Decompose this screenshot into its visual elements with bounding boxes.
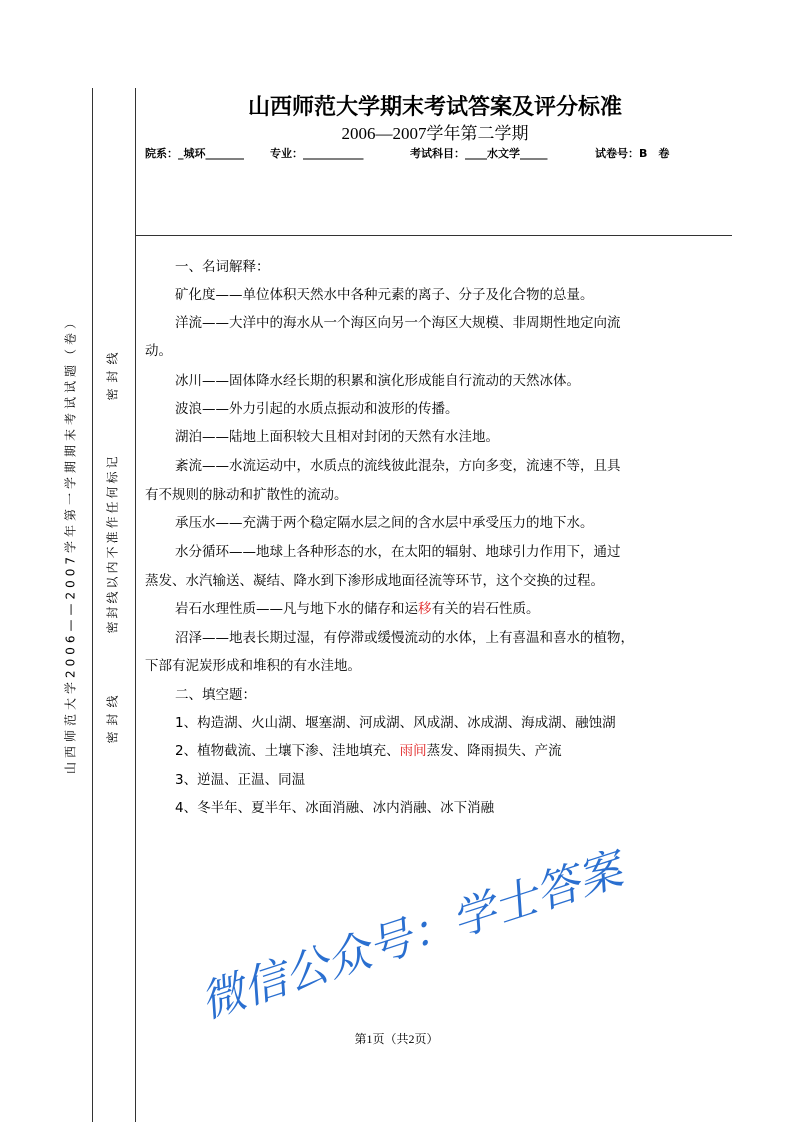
definition: 承压水——充满于两个稳定隔水层之间的含水层中承受压力的地下水。: [175, 515, 594, 531]
answer: 4、冬半年、夏半年、冰面消融、冰内消融、冰下消融: [175, 800, 495, 816]
margin-exam-title: 山西师范大学2006——2007学年第一学期期末考试试题（卷）: [63, 312, 78, 775]
section-heading: 二、填空题：: [175, 687, 256, 703]
header-divider: [135, 235, 732, 236]
definition: 沼泽——地表长期过湿，有停滞或缓慢流动的水体，上有喜温和喜水的植物，: [175, 630, 634, 646]
text: 岩石水理性质——凡与地下水的储存和运: [175, 601, 418, 617]
answer: [175, 739, 562, 759]
definition-cont: 蒸发、水汽输送、凝结、降水到下渗形成地面径流等环节，这个交换的过程。: [145, 573, 604, 589]
text: 蒸发、降雨损失、产流: [426, 743, 562, 759]
text: 2、植物截流、土壤下渗、洼地填充、: [175, 743, 400, 759]
definition: [175, 597, 540, 617]
text: 有关的岩石性质。: [431, 601, 540, 617]
dept-field: 院系：_城环_______: [145, 147, 244, 160]
definition: 矿化度——单位体积天然水中各种元素的离子、分子及化合物的总量。: [175, 287, 594, 303]
subject-field: 考试科目：____水文学_____: [410, 147, 548, 160]
definition: 洋流——大洋中的海水从一个海区向另一个海区大规模、非周期性地定向流: [175, 315, 621, 331]
margin-line-outer: [92, 88, 93, 1122]
seal-line-top: 密封线: [105, 346, 120, 401]
answer: 1、构造湖、火山湖、堰塞湖、河成湖、风成湖、冰成湖、海成湖、融蚀湖: [175, 715, 616, 731]
definition: 水分循环——地球上各种形态的水，在太阳的辐射、地球引力作用下，通过: [175, 544, 621, 560]
red-text: 移: [418, 601, 432, 617]
red-text: 雨间: [399, 743, 427, 759]
definition: 冰川——固体降水经长期的积累和演化形成能自行流动的天然冰体。: [175, 373, 580, 389]
paper-number: 试卷号：B 卷: [595, 147, 670, 160]
definition-cont: 动。: [145, 343, 172, 359]
definition: 紊流——水流运动中，水质点的流线彼此混杂，方向多变，流速不等，且具: [175, 458, 621, 474]
term: 2006—2007学年第二学期: [341, 124, 529, 143]
margin-line-inner: [135, 88, 136, 1122]
definition-cont: 有不规则的脉动和扩散性的流动。: [145, 487, 348, 503]
seal-line-bottom: 密封线: [105, 689, 120, 744]
definition: 湖泊——陆地上面积较大且相对封闭的天然有水洼地。: [175, 429, 499, 445]
section-heading: 一、名词解释：: [175, 259, 270, 275]
watermark: 微信公众号：学士答案: [194, 844, 629, 1029]
definition: 波浪——外力引起的水质点振动和波形的传播。: [175, 401, 459, 417]
answer: 3、逆温、正温、同温: [175, 772, 306, 788]
page-title: 山西师范大学期末考试答案及评分标准: [247, 95, 622, 120]
major-field: 专业：___________: [270, 147, 364, 160]
definition-cont: 下部有泥炭形成和堆积的有水洼地。: [145, 658, 361, 674]
seal-notice: 密封线以内不准作任何标记: [105, 453, 120, 634]
page-number: 第1页（共2页）: [354, 1032, 439, 1046]
